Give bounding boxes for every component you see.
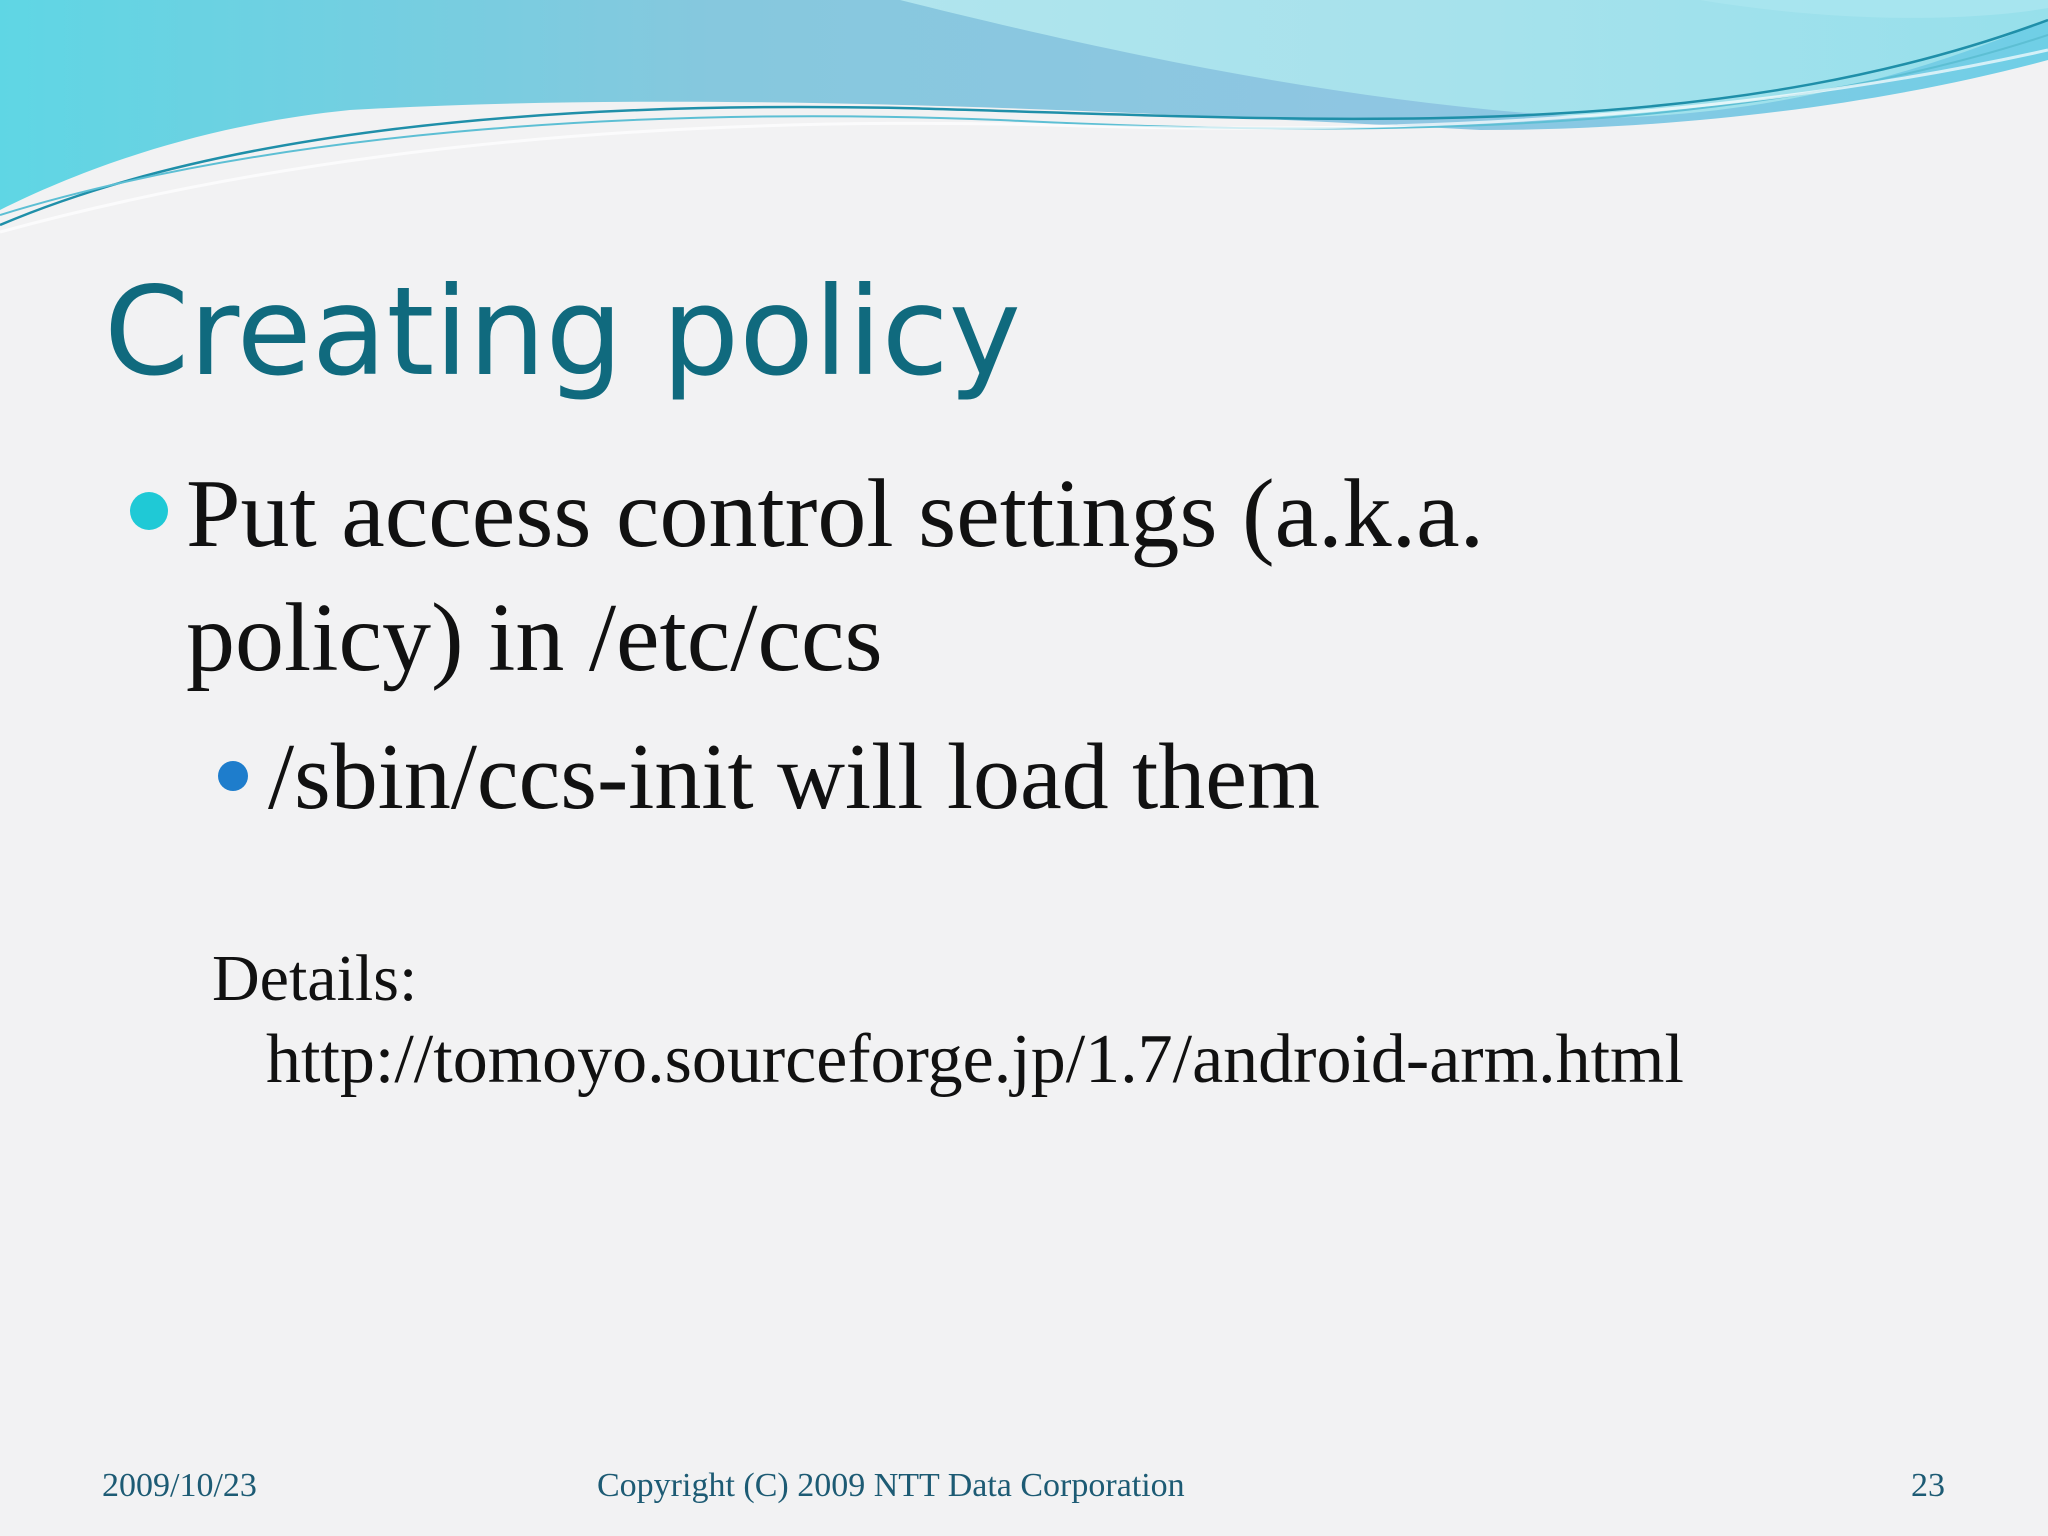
page-number: 23 bbox=[1911, 1467, 1945, 1504]
sub-bullet-dot-icon bbox=[218, 761, 248, 791]
details-url: http://tomoyo.sourceforge.jp/1.7/android-arm.html bbox=[266, 1021, 1684, 1098]
sub-bullet-text: /sbin/ccs-init will load them bbox=[268, 725, 1321, 829]
bullet-text: Put access control settings (a.k.a. policy) in /etc/ccs bbox=[186, 460, 1485, 692]
bullet-dot-icon bbox=[130, 492, 168, 530]
footer-copyright: Copyright (C) 2009 NTT Data Corporation bbox=[597, 1467, 1185, 1504]
footer-date: 2009/10/23 bbox=[102, 1467, 257, 1504]
sub-bullet-item bbox=[268, 718, 1320, 836]
header-wave-decoration bbox=[0, 0, 2048, 240]
details-label: Details: bbox=[212, 942, 418, 1015]
bullet-item bbox=[186, 452, 1746, 700]
slide-title: Creating policy bbox=[104, 261, 1021, 403]
